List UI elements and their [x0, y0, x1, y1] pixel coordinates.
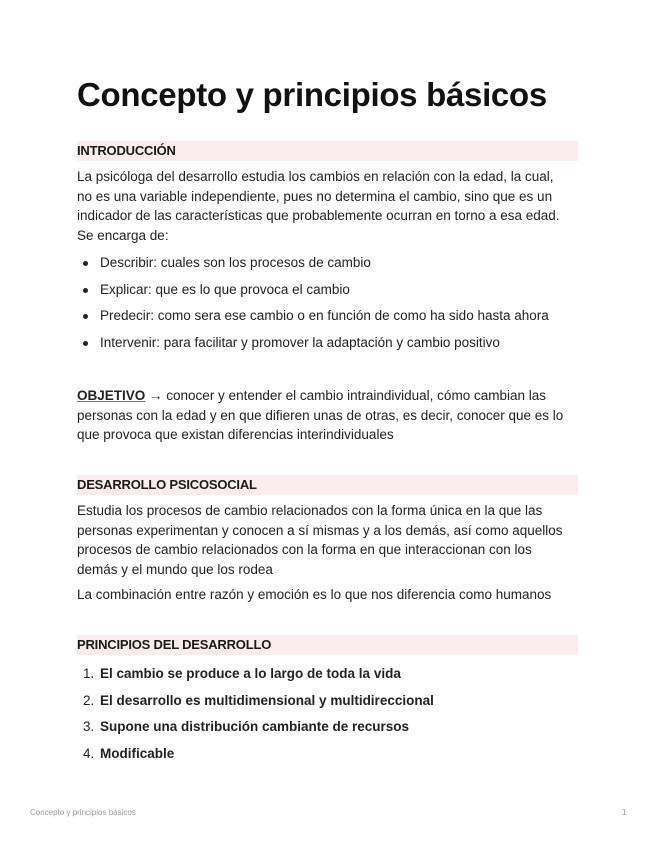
objetivo-text: conocer y entender el cambio intraindividual, cómo cambian las — [166, 388, 546, 403]
paragraph-line: La psicóloga del desarrollo estudia los cambios en relación con la edad, la cual, — [77, 169, 554, 184]
list-item — [77, 717, 578, 744]
list-item-text: El desarrollo es multidimensional y multidireccional — [100, 692, 434, 708]
section-heading-principios: PRINCIPIOS DEL DESARROLLO — [77, 635, 578, 655]
list-item — [77, 664, 578, 691]
list-number: 3. — [83, 719, 95, 734]
paragraph-line: personas con la edad y en que difieren unas de otras, es decir, conocer que es lo — [77, 407, 564, 423]
list-item — [77, 744, 578, 771]
section-heading-introduccion: INTRODUCCIÓN — [77, 141, 578, 161]
paragraph-line: que provoca que existan diferencias interindividuales — [77, 427, 394, 442]
list-item-text: Supone una distribución cambiante de recursos — [100, 719, 410, 734]
introduccion-bullet-list — [77, 253, 578, 359]
list-item: Explicar: que es lo que provoca el cambio — [77, 280, 578, 307]
list-item-text: Modificable — [100, 745, 175, 761]
list-number: 1. — [83, 666, 95, 681]
desarrollo-psicosocial-paragraph — [77, 501, 578, 579]
list-item: Predecir: como sera ese cambio o en función de como ha sido hasta ahora — [77, 306, 578, 333]
paragraph-line: demás y el mundo que los rodea — [77, 561, 273, 577]
paragraph-line: indicador de las características que probablemente ocurran en torno a esa edad. — [77, 208, 560, 223]
list-number: 2. — [83, 692, 95, 708]
list-item-text: El cambio se produce a lo largo de toda la vida — [100, 666, 401, 681]
introduccion-paragraph — [77, 167, 578, 245]
paragraph-line: personas experimentan y conocen a sí mismas y a los demás, así como aquellos — [77, 522, 563, 538]
page-title: Concepto y principios básicos — [77, 76, 547, 113]
footer-page-number: 1 — [622, 808, 627, 817]
list-item: Intervenir: para facilitar y promover la adaptación y cambio positivo — [77, 333, 578, 360]
paragraph-line — [77, 386, 578, 406]
paragraph-line: Se encarga de: — [77, 227, 169, 243]
paragraph-line: procesos de cambio relacionados con la forma en que interaccionan con los — [77, 542, 532, 557]
section-heading-desarrollo-psicosocial: DESARROLLO PSICOSOCIAL — [77, 475, 578, 495]
arrow-glyph: → — [145, 388, 167, 403]
footer-doc-title: Concepto y principios básicos — [30, 808, 136, 817]
list-item — [77, 691, 578, 718]
paragraph-line: Estudia los procesos de cambio relacionados con la forma única en la que las — [77, 503, 543, 518]
paragraph-line: no es una variable independiente, pues no determina el cambio, sino que es un — [77, 188, 553, 204]
list-number: 4. — [83, 745, 95, 761]
objetivo-label: OBJETIVO — [77, 388, 146, 403]
desarrollo-psicosocial-extra: La combinación entre razón y emoción es lo que nos diferencia como humanos — [77, 587, 552, 602]
objetivo-paragraph — [77, 386, 578, 445]
principios-numbered-list — [77, 664, 578, 770]
list-item: Describir: cuales son los procesos de cambio — [77, 253, 578, 280]
